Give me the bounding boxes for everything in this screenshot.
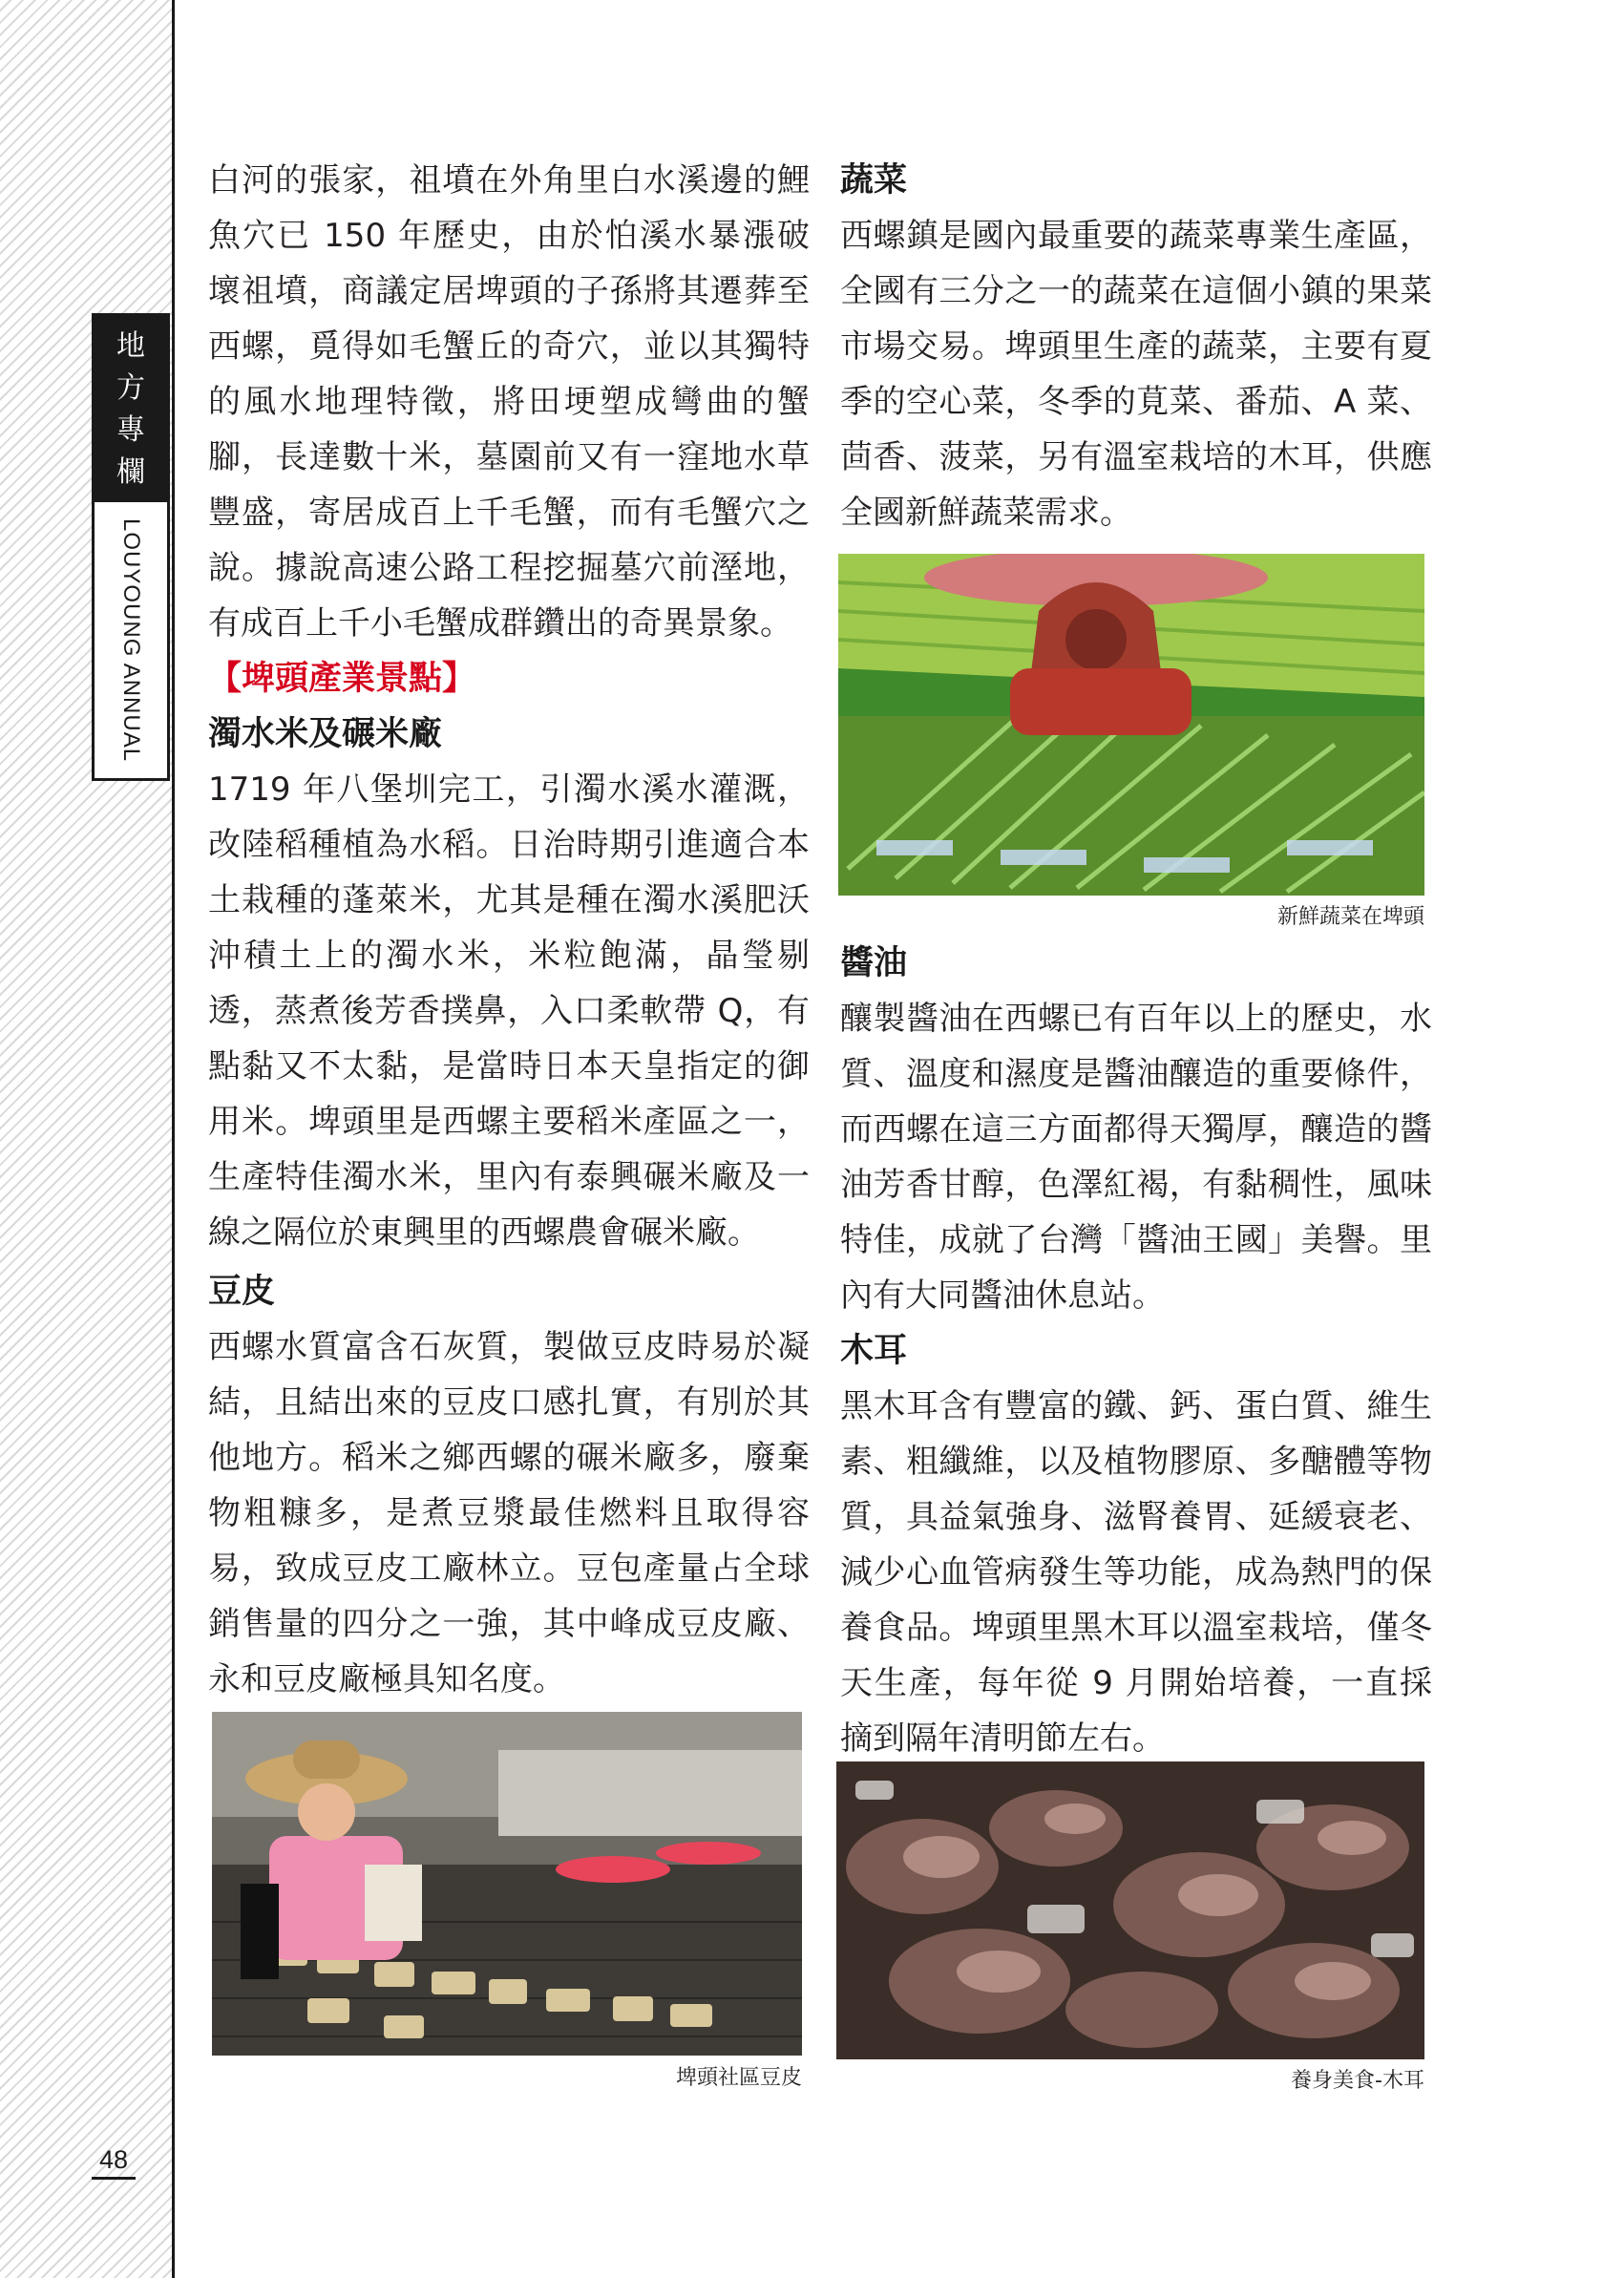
rice-heading: 濁水米及碾米廠 [208,715,443,753]
margin-rule [172,0,175,2278]
section-tab [92,313,170,781]
tofu-paragraph: 西螺水質富含石灰質，製做豆皮時易於凝結，且結出來的豆皮口感扎實，有別於其他地方。稻米之鄉西螺的碾米廠多，廢棄物粗糠多，是煮豆漿最佳燃料且取得容易，致成豆皮工廠林立。豆包產量占全球銷售量的四分之一強，其中峰成豆皮廠、永和豆皮廠極具知名度。 [208,1328,810,1698]
right-column-lower [840,936,1432,1766]
fungus-photo-caption: 養身美食-木耳 [1291,2069,1424,2093]
vegetable-photo-caption: 新鮮蔬菜在埤頭 [1276,905,1424,929]
wood-ear-fungus-photo [836,1761,1424,2059]
section-label-char: 方 [116,370,145,405]
fungus-heading: 木耳 [840,1332,908,1370]
publication-name: LOUYOUNG ANNUAL [118,517,144,763]
tofu-photo-caption: 埤頭社區豆皮 [675,2066,802,2090]
intro-paragraph: 白河的張家，祖墳在外角里白水溪邊的鯉魚穴已 150 年歷史，由於怕溪水暴漲破壞祖墳，商議定居埤頭的子孫將其遷葬至西螺，覓得如毛蟹丘的奇穴，並以其獨特的風水地理特徵，將田埂塑成彎曲的蟹腳，長達數十米，墓園前又有一窪地水草豐盛，寄居成百上千毛蟹，而有毛蟹穴之說。據說高速公路工程挖掘墓穴前溼地，有成百上千小毛蟹成群鑽出的奇異景象。 [208,161,810,643]
veg-paragraph: 西螺鎮是國內最重要的蔬菜專業生產區，全國有三分之一的蔬菜在這個小鎮的果菜市場交易。埤頭里生產的蔬菜，主要有夏季的空心菜，冬季的莧菜、番茄、A 菜、茴香、菠菜，另有溫室栽培的木耳，供應全國新鮮蔬菜需求。 [840,217,1432,532]
right-column [840,153,1432,540]
section-heading: 【埤頭產業景點】 [208,660,476,698]
publication-name-box [95,502,167,778]
section-label-char: 欄 [116,454,145,489]
tofu-skin-photo [212,1712,802,2056]
page-number: 48 [92,2145,136,2180]
soy-heading: 醬油 [840,944,908,982]
fungus-paragraph: 黑木耳含有豐富的鐵、鈣、蛋白質、維生素、粗纖維，以及植物膠原、多醣體等物質，具益氣強身、滋腎養胃、延緩衰老、減少心血管病發生等功能，成為熱門的保養食品。埤頭里黑木耳以溫室栽培，僅冬天生產，每年從 9 月開始培養，一直採摘到隔年清明節左右。 [840,1387,1432,1758]
left-column [208,153,810,1707]
section-label [95,316,167,502]
vegetable-field-photo [838,554,1424,896]
rice-paragraph: 1719 年八堡圳完工，引濁水溪水灌溉，改陸稻種植為水稻。日治時期引進適合本土栽種的蓬萊米，尤其是種在濁水溪肥沃沖積土上的濁水米，米粒飽滿，晶瑩剔透，蒸煮後芳香撲鼻，入口柔軟帶 Q，有點黏又不太黏，是當時日本天皇指定的御用米。埤頭里是西螺主要稻米產區之一，生產特佳濁水米，里內有泰興碾米廠及一線之隔位於東興里的西螺農會碾米廠。 [208,770,810,1252]
soy-paragraph: 釀製醬油在西螺已有百年以上的歷史，水質、溫度和濕度是醬油釀造的重要條件，而西螺在這三方面都得天獨厚，釀造的醬油芳香甘醇，色澤紅褐，有黏稠性，風味特佳，成就了台灣「醬油王國」美譽。里內有大同醬油休息站。 [840,1000,1432,1315]
veg-heading: 蔬菜 [840,161,908,200]
tofu-heading: 豆皮 [208,1273,276,1311]
section-label-char: 專 [116,412,145,447]
section-label-char: 地 [116,328,145,363]
